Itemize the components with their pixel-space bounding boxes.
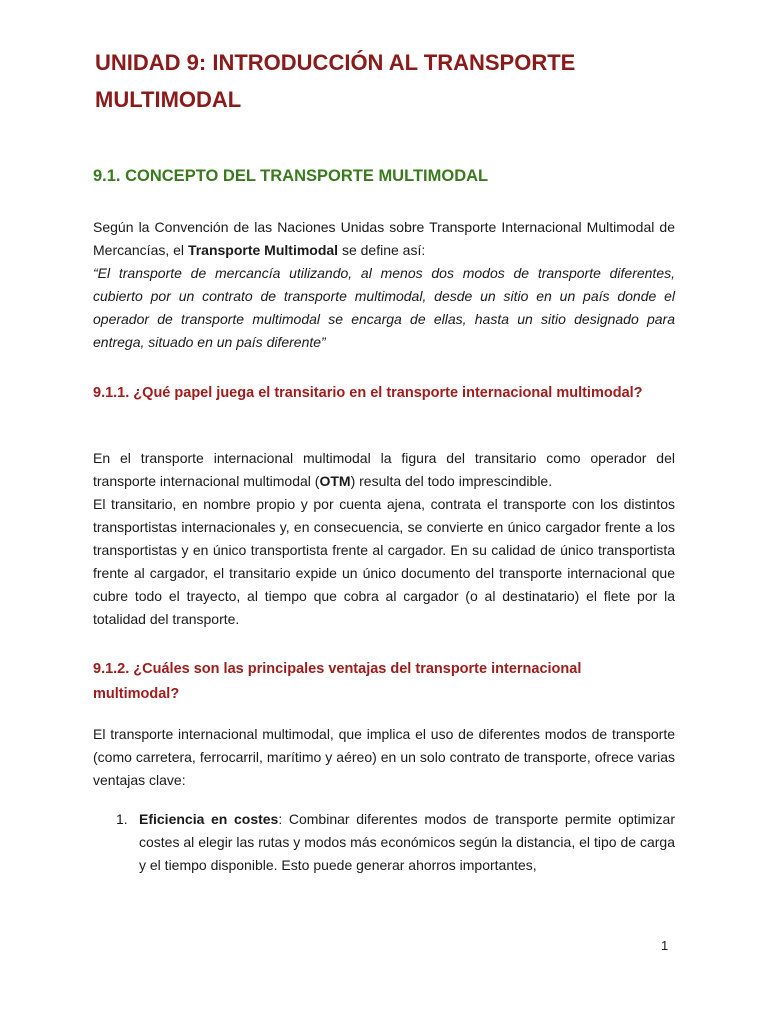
subsection-1-paragraph-1 [93,447,675,493]
list-item-text [139,808,675,877]
subsection-2-title: 9.1.2. ¿Cuáles son las principales ventajas del transporte internacional multimodal? [93,661,582,702]
section-title: 9.1. CONCEPTO DEL TRANSPORTE MULTIMODAL [93,167,489,185]
subsection-1-body [93,447,675,631]
subsection-1-paragraph-2: El transitario, en nombre propio y por cuenta ajena, contrata el transporte con los distintos transportistas internacionales y, en consecuencia, se convierte en único cargador frente a los transportistas y en único transportista frente al cargador. En su calidad de único transportista frente al cargador, el transitario expide un único documento del transporte internacional que cubre todo el trayecto, al tiempo que cobra al cargador (o al destinatario) el flete por la totalidad del transporte. [93,496,675,627]
intro-paragraph [93,216,675,262]
advantages-list [116,808,675,877]
definition-quote: “El transporte de mercancía utilizando, al menos dos modos de transporte diferentes, cubierto por un contrato de transporte multimodal, desde un sitio en un país donde el operador de transporte multimodal se encarga de ellas, hasta un sitio designado para entrega, situado en un país diferente” [93,265,675,350]
intro-text-after: se define así: [338,242,426,258]
subsection-1-p1-before: En el transporte internacional multimodal la figura del transitario como operador del transporte internacional multimodal ( [93,450,675,489]
page-number: 1 [661,938,669,953]
list-item-bold-term: Eficiencia en costes [139,811,279,827]
subsection-1-p1-after: ) resulta del todo imprescindible. [350,473,553,489]
intro-block [93,216,675,354]
list-item [116,808,675,877]
intro-text-before: Según la Convención de las Naciones Unidas sobre Transporte Internacional Multimodal de Mercancías, el [93,219,675,258]
list-item-number: 1. [116,811,128,827]
list-item-description: : Combinar diferentes modos de transporte permite optimizar costes al elegir las rutas y modos más económicos según la distancia, el tipo de carga y el tiempo disponible. Esto puede generar ahorros importantes, [139,811,675,873]
otm-bold-term: OTM [319,473,351,489]
intro-bold-term: Transporte Multimodal [187,242,339,258]
subsection-2-body [93,723,675,792]
unit-title: UNIDAD 9: INTRODUCCIÓN AL TRANSPORTE MULTIMODAL [95,50,576,112]
subsection-1-title: 9.1.1. ¿Qué papel juega el transitario en el transporte internacional multimodal? [93,385,643,401]
subsection-2-paragraph-1: El transporte internacional multimodal, que implica el uso de diferentes modos de transporte (como carretera, ferrocarril, marítimo y aéreo) en un solo contrato de transporte, ofrece varias ventajas clave: [93,726,675,788]
